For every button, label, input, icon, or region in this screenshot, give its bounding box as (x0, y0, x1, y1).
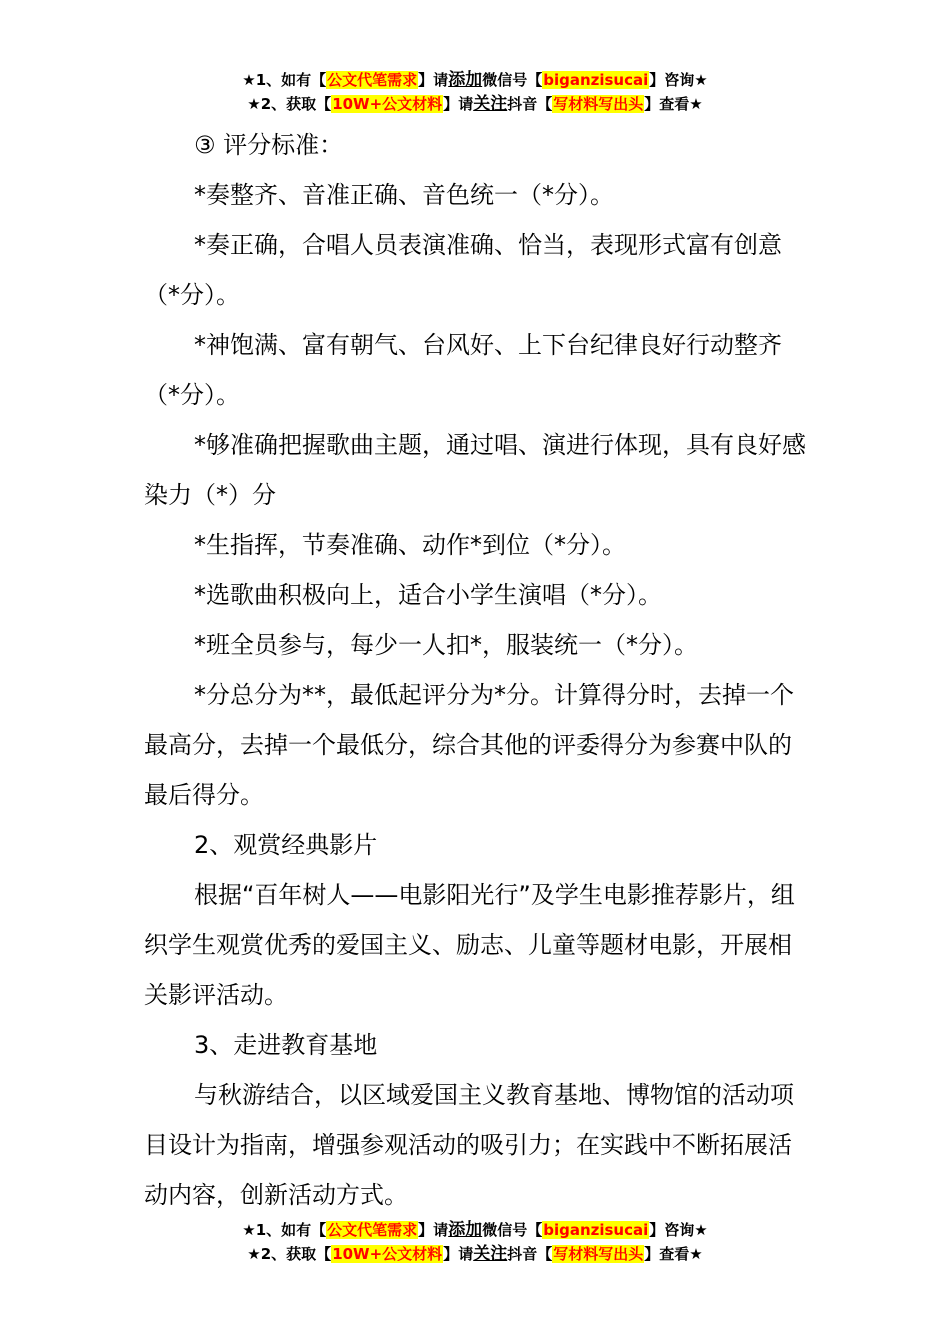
highlight-text: 10W+公文材料 (332, 95, 443, 113)
header-banner (0, 68, 950, 116)
section-heading: 2、观赏经典影片 (194, 831, 378, 859)
wechat-id: biganzisucai (543, 71, 649, 89)
highlight-text: 公文代笔需求 (327, 1221, 418, 1239)
banner-line-2: ★2、获取【10W+公文材料】请关注抖音【写材料写出头】查看★ (247, 1244, 703, 1264)
highlight-text: 10W+公文材料 (332, 1245, 443, 1263)
paragraph: *神饱满、富有朝气、台风好、上下台纪律良好行动整齐（*分）。 (144, 331, 782, 409)
banner-line-1: ★1、如有【公文代笔需求】请添加微信号【biganzisucai】咨询★ (242, 1220, 708, 1240)
paragraph: *班全员参与，每少一人扣*，服装统一（*分）。 (194, 631, 698, 659)
highlight-text: 公文代笔需求 (327, 71, 418, 89)
paragraph: 与秋游结合，以区域爱国主义教育基地、博物馆的活动项目设计为指南，增强参观活动的吸引力；在实践中不断拓展活动内容，创新活动方式。 (144, 1081, 794, 1209)
banner-line-1: ★1、如有【公文代笔需求】请添加微信号【biganzisucai】咨询★ (242, 70, 708, 90)
paragraph: *选歌曲积极向上，适合小学生演唱（*分）。 (194, 581, 662, 609)
paragraph: *奏正确，合唱人员表演准确、恰当，表现形式富有创意（*分）。 (144, 231, 782, 309)
paragraph: *生指挥，节奏准确、动作*到位（*分）。 (194, 531, 626, 559)
document-body (144, 120, 814, 1220)
banner-line-2: ★2、获取【10W+公文材料】请关注抖音【写材料写出头】查看★ (247, 94, 703, 114)
section-heading: 3、走进教育基地 (194, 1031, 378, 1059)
paragraph: ③ 评分标准： (194, 131, 344, 159)
wechat-id: biganzisucai (543, 1221, 649, 1239)
paragraph: *分总分为**，最低起评分为*分。计算得分时，去掉一个最高分，去掉一个最低分，综合其他的评委得分为参赛中队的最后得分。 (144, 681, 794, 809)
footer-banner (0, 1218, 950, 1266)
paragraph: *够准确把握歌曲主题，通过唱、演进行体现，具有良好感染力（*）分 (144, 431, 806, 509)
paragraph: *奏整齐、音准正确、音色统一（*分）。 (194, 181, 614, 209)
douyin-id: 写材料写出头 (553, 1245, 644, 1263)
paragraph: 根据“百年树人——电影阳光行”及学生电影推荐影片，组织学生观赏优秀的爱国主义、励志、儿童等题材电影，开展相关影评活动。 (144, 881, 795, 1009)
douyin-id: 写材料写出头 (553, 95, 644, 113)
